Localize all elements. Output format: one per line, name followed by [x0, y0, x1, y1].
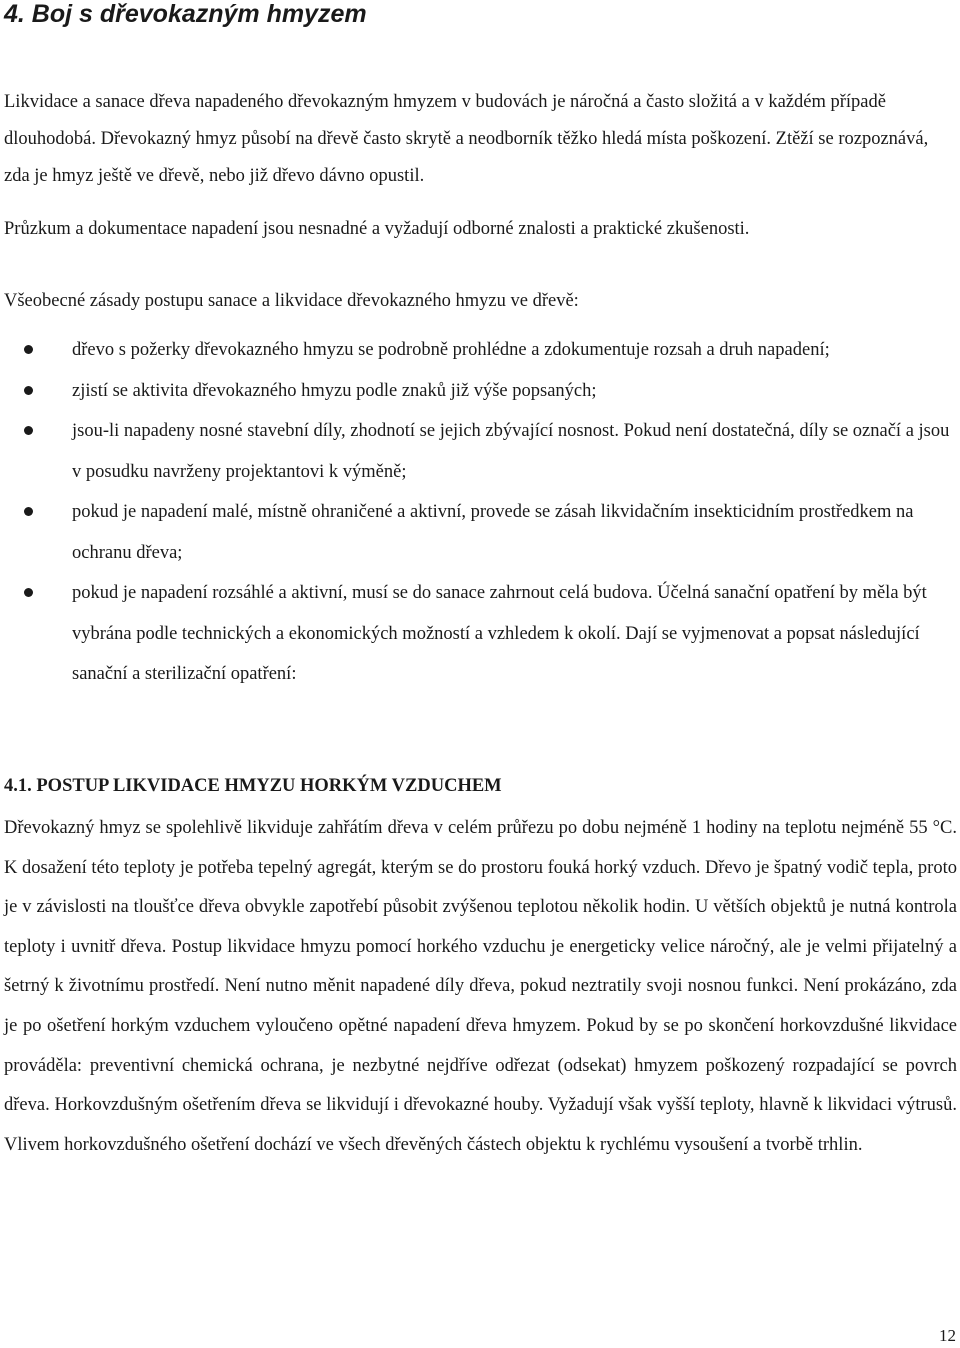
list-item [0, 411, 952, 492]
bullet-icon [24, 588, 33, 597]
list-item-text: jsou-li napadeny nosné stavební díly, zhodnotí se jejich zbývající nosnost. Pokud není dostatečná, díly se označí a jsou v posudku navrženy projektantovi k výměně; [72, 421, 950, 482]
intro-paragraph: Likvidace a sanace dřeva napadeného dřevokazným hmyzem v budovách je náročná a často složitá a v každém případě dlouhodobá. Dřevokazný hmyz působí na dřevě často skrytě a neodborník těžko hledá místa poškození. Ztěží se rozpoznává, zda je hmyz ještě ve dřevě, nebo již dřevo dávno opustil. [4, 92, 929, 186]
page-number: 12 [939, 1326, 956, 1345]
list-item [0, 330, 952, 371]
list-item-text: dřevo s požerky dřevokazného hmyzu se podrobně prohlédne a zdokumentuje rozsah a druh napadení; [72, 340, 830, 360]
intro-paragraph-last-sentence: Průzkum a dokumentace napadení jsou nesnadné a vyžadují odborné znalosti a praktické zkušenosti. [4, 219, 750, 239]
list-item-text: pokud je napadení rozsáhlé a aktivní, musí se do sanace zahrnout celá budova. Účelná sanační opatření by měla být vybrána podle technických a ekonomických možností a vzhledem k okolí. Dají se vyjmenovat a popsat následující sanační a sterilizační opatření: [72, 583, 927, 684]
list-item [0, 492, 952, 573]
chapter-title: 4. Boj s dřevokazným hmyzem [4, 0, 367, 28]
section-body-paragraph: Dřevokazný hmyz se spolehlivě likviduje zahřátím dřeva v celém průřezu po dobu nejméně 1 hodiny na teplotu nejméně 55 °C. K dosažení této teploty je potřeba tepelný agregát, kterým se do prostoru fouká horký vzduch. Dřevo je špatný vodič tepla, proto je v závislosti na tloušťce dřeva obvykle zapotřebí působit zvýšenou teplotou několik hodin. U větších objektů je nutná kontrola teploty i uvnitř dřeva. Postup likvidace hmyzu pomocí horkého vzduchu je energeticky velice náročný, ale je velmi přijatelný a šetrný k životnímu prostředí. Není nutno měnit napadené díly dřeva, pokud neztratily svoji nosnou funkci. Není prokázáno, zda je po ošetření horkým vzduchem vyloučeno opětné napadení dřeva hmyzem. Pokud by se po skončení horkovzdušné likvidace prováděla: preventivní chemická ochrana, je nezbytné nejdříve odřezat (odsekat) hmyzem poškozený rozpadající se povrch dřeva. Horkovzdušným ošetřením dřeva se likvidují i dřevokazné houby. Vyžadují však vyšší teploty, hlavně k likvidaci výtrusů. Vlivem horkovzdušného ošetření dochází ve všech dřevěných částech objektu k rychlému vysoušení a tvorbě trhlin. [4, 818, 957, 1155]
bullet-icon [24, 345, 33, 354]
principles-list [0, 330, 960, 695]
bullet-icon [24, 507, 33, 516]
bullet-icon [24, 386, 33, 395]
list-item-text: pokud je napadení malé, místně ohraničené a aktivní, provede se zásah likvidačním insekticidním prostředkem na ochranu dřeva; [72, 502, 914, 563]
list-item [0, 371, 952, 412]
principles-heading: Všeobecné zásady postupu sanace a likvidace dřevokazného hmyzu ve dřevě: [4, 291, 579, 311]
section-heading: 4.1. POSTUP LIKVIDACE HMYZU HORKÝM VZDUCHEM [4, 776, 502, 796]
list-item [0, 573, 952, 695]
bullet-icon [24, 426, 33, 435]
list-item-text: zjistí se aktivita dřevokazného hmyzu podle znaků již výše popsaných; [72, 380, 597, 401]
